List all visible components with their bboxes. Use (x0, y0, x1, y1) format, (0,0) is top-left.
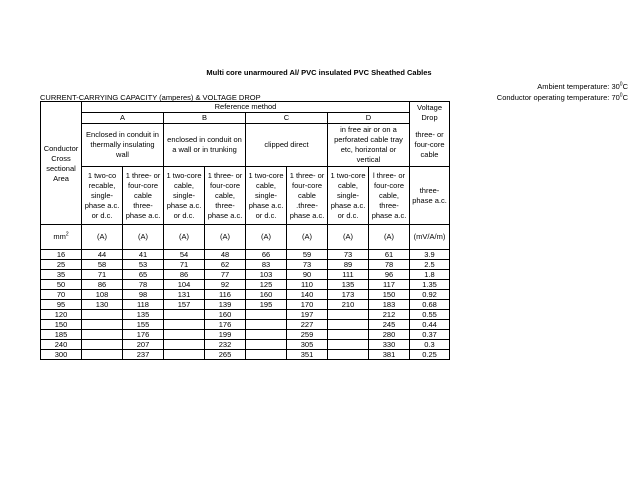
method-d-two-core: 1 two-core cable, single-phase a.c. or d.c. (328, 167, 369, 225)
table-cell: 0.3 (410, 340, 450, 350)
table-cell: 199 (205, 330, 246, 340)
table-cell: 58 (82, 260, 123, 270)
table-cell (328, 350, 369, 360)
table-cell: 83 (246, 260, 287, 270)
table-cell: 212 (369, 310, 410, 320)
table-cell: 54 (164, 250, 205, 260)
table-cell (82, 350, 123, 360)
table-cell: 245 (369, 320, 410, 330)
table-cell (164, 350, 205, 360)
method-b-description: enclosed in conduit on a wall or in trunking (164, 124, 246, 167)
table-cell: 89 (328, 260, 369, 270)
unit-voltage-drop: (mV/A/m) (410, 225, 450, 250)
reference-method-header: Reference method (82, 102, 410, 113)
table-cell: 96 (369, 270, 410, 280)
table-row (41, 250, 450, 260)
table-cell (164, 320, 205, 330)
table-cell: 265 (205, 350, 246, 360)
method-c-two-core: 1 two-core cable, single-phase a.c. or d.c. (246, 167, 287, 225)
table-cell: 259 (287, 330, 328, 340)
table-cell: 92 (205, 280, 246, 290)
ambient-temperature (537, 82, 628, 91)
table-cell: 103 (246, 270, 287, 280)
table-cell: 118 (123, 300, 164, 310)
table-cell: 35 (41, 270, 82, 280)
method-d-description: in free air or on a perforated cable tray etc, horizontal or vertical (328, 124, 410, 167)
table-cell (328, 310, 369, 320)
table-cell (246, 310, 287, 320)
table-cell: 207 (123, 340, 164, 350)
table-cell: 95 (41, 300, 82, 310)
operating-label: Conductor operating temperature: 70 (496, 93, 620, 102)
table-cell: 155 (123, 320, 164, 330)
table-cell: 117 (369, 280, 410, 290)
table-cell: 78 (123, 280, 164, 290)
method-c-three-core: 1 three- or four-core cable .three-phase a.c. (287, 167, 328, 225)
table-cell: 140 (287, 290, 328, 300)
table-cell: 280 (369, 330, 410, 340)
corner-cell (41, 102, 82, 113)
table-cell: 66 (246, 250, 287, 260)
table-cell: 135 (123, 310, 164, 320)
table-row (41, 280, 450, 290)
method-b-letter: B (164, 113, 246, 124)
method-d-three-core: l three- or four-core cable, three-phase a.c. (369, 167, 410, 225)
table-cell: 70 (41, 290, 82, 300)
method-c-letter: C (246, 113, 328, 124)
table-cell: 135 (328, 280, 369, 290)
table-cell: 125 (246, 280, 287, 290)
table-cell (164, 330, 205, 340)
table-cell: 116 (205, 290, 246, 300)
table-cell: 61 (369, 250, 410, 260)
table-cell: 0.68 (410, 300, 450, 310)
table-cell (328, 330, 369, 340)
table-cell: 90 (287, 270, 328, 280)
table-cell: 71 (164, 260, 205, 270)
table-cell: 131 (164, 290, 205, 300)
ambient-unit: C (622, 82, 628, 91)
table-cell: 160 (246, 290, 287, 300)
table-cell: 305 (287, 340, 328, 350)
table-row (41, 330, 450, 340)
table-cell: 53 (123, 260, 164, 270)
table-cell: 41 (123, 250, 164, 260)
table-cell: 25 (41, 260, 82, 270)
operating-temperature (497, 93, 628, 102)
table-cell: 351 (287, 350, 328, 360)
method-a-two-core: 1 two-co recable, single-phase a.c. or d.c. (82, 167, 123, 225)
table-cell: 48 (205, 250, 246, 260)
unit-amp: (A) (328, 225, 369, 250)
unit-amp: (A) (82, 225, 123, 250)
ambient-label: Ambient temperature: 30 (537, 82, 620, 91)
unit-amp: (A) (205, 225, 246, 250)
method-d-letter: D (328, 113, 410, 124)
table-cell: 176 (205, 320, 246, 330)
table-cell (82, 320, 123, 330)
table-cell: 120 (41, 310, 82, 320)
table-cell: 227 (287, 320, 328, 330)
table-cell: 300 (41, 350, 82, 360)
table-cell: 237 (123, 350, 164, 360)
table-row (41, 260, 450, 270)
table-title: Multi core unarmoured Al/ PVC insulated PVC Sheathed Cables (206, 68, 432, 77)
table-cell: 77 (205, 270, 246, 280)
table-cell: 381 (369, 350, 410, 360)
table-cell: 44 (82, 250, 123, 260)
table-cell: 111 (328, 270, 369, 280)
table-cell: 98 (123, 290, 164, 300)
voltage-drop-header: Voltage Drop (410, 102, 450, 124)
table-cell (328, 320, 369, 330)
voltage-drop-description: three- or four-core cable (410, 124, 450, 167)
table-row (41, 300, 450, 310)
table-cell: 50 (41, 280, 82, 290)
table-cell (246, 320, 287, 330)
table-cell: 78 (369, 260, 410, 270)
table-cell: 65 (123, 270, 164, 280)
table-cell: 232 (205, 340, 246, 350)
method-b-two-core: 1 two-core cable, single-phase a.c. or d.c. (164, 167, 205, 225)
table-cell: 86 (82, 280, 123, 290)
table-cell: 0.55 (410, 310, 450, 320)
table-cell: 160 (205, 310, 246, 320)
table-row (41, 350, 450, 360)
table-cell: 185 (41, 330, 82, 340)
table-cell: 240 (41, 340, 82, 350)
table-row (41, 310, 450, 320)
table-cell: 183 (369, 300, 410, 310)
table-cell (246, 350, 287, 360)
table-cell: 16 (41, 250, 82, 260)
table-cell (328, 340, 369, 350)
table-cell: 210 (328, 300, 369, 310)
table-cell (246, 340, 287, 350)
table-cell: 0.44 (410, 320, 450, 330)
table-cell: 139 (205, 300, 246, 310)
table-cell: 108 (82, 290, 123, 300)
table-cell (164, 310, 205, 320)
unit-area (41, 225, 82, 250)
table-row (41, 340, 450, 350)
unit-amp: (A) (123, 225, 164, 250)
table-cell: 1.35 (410, 280, 450, 290)
voltage-drop-phase: three-phase a.c. (410, 167, 450, 225)
table-cell: 130 (82, 300, 123, 310)
table-cell (82, 310, 123, 320)
table-cell: 0.25 (410, 350, 450, 360)
table-cell: 104 (164, 280, 205, 290)
table-cell: 150 (369, 290, 410, 300)
method-a-description: Enclosed in conduit in thermally insulating wall (82, 124, 164, 167)
ambient-degree: 0 (619, 81, 623, 88)
method-a-three-core: 1 three- or four-core cable three-phase a.c. (123, 167, 164, 225)
table-row (41, 290, 450, 300)
unit-amp: (A) (246, 225, 287, 250)
capacity-table (40, 101, 450, 360)
table-cell: 1.8 (410, 270, 450, 280)
table-cell: 330 (369, 340, 410, 350)
operating-unit: C (622, 93, 628, 102)
operating-degree: 0 (619, 92, 623, 99)
table-cell: 73 (328, 250, 369, 260)
table-cell: 0.37 (410, 330, 450, 340)
table-cell (246, 330, 287, 340)
unit-amp: (A) (164, 225, 205, 250)
table-cell: 157 (164, 300, 205, 310)
method-b-three-core: 1 three- or four-core cable, three-phase a.c. (205, 167, 246, 225)
conductor-area-header: Conductor Cross sectional Area (41, 124, 82, 225)
table-cell: 195 (246, 300, 287, 310)
table-cell: 3.9 (410, 250, 450, 260)
table-cell: 2.5 (410, 260, 450, 270)
method-a-letter: A (82, 113, 164, 124)
table-cell: 0.92 (410, 290, 450, 300)
table-cell (82, 340, 123, 350)
table-cell: 173 (328, 290, 369, 300)
table-cell: 150 (41, 320, 82, 330)
corner-cell (41, 113, 82, 124)
unit-area-sup: 2 (65, 231, 69, 238)
table-row (41, 320, 450, 330)
table-cell (82, 330, 123, 340)
table-cell: 71 (82, 270, 123, 280)
capacity-label: CURRENT-CARRYING CAPACITY (amperes) & VOLTAGE DROP (40, 93, 261, 102)
unit-amp: (A) (369, 225, 410, 250)
table-cell: 170 (287, 300, 328, 310)
table-cell: 197 (287, 310, 328, 320)
table-row (41, 270, 450, 280)
table-cell: 59 (287, 250, 328, 260)
data-rows (41, 250, 450, 360)
table-cell: 110 (287, 280, 328, 290)
method-c-description: clipped direct (246, 124, 328, 167)
table-cell: 176 (123, 330, 164, 340)
unit-area-label: mm (53, 232, 66, 241)
table-cell (164, 340, 205, 350)
table-cell: 86 (164, 270, 205, 280)
table-cell: 73 (287, 260, 328, 270)
unit-amp: (A) (287, 225, 328, 250)
table-cell: 62 (205, 260, 246, 270)
